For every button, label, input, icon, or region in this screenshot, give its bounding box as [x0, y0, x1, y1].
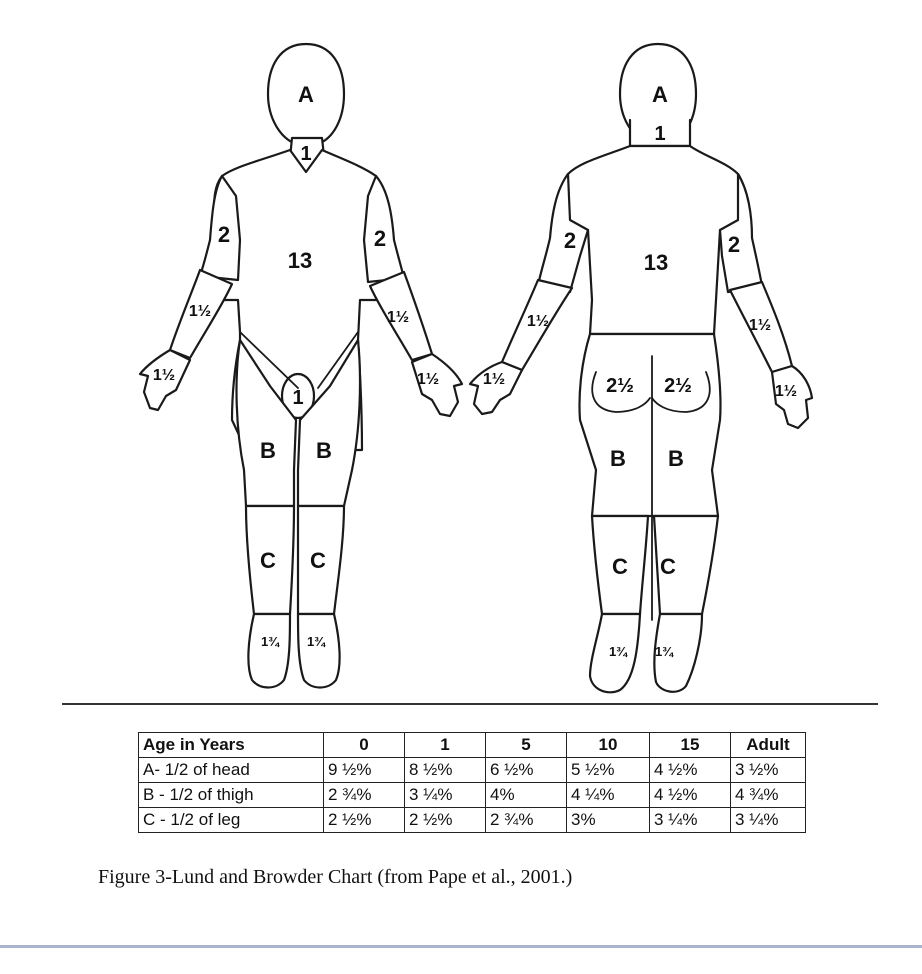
table-cell: 4 ½% — [650, 783, 731, 808]
front-label-forearm-r: 1½ — [386, 309, 410, 326]
front-label-hand-r: 1½ — [416, 371, 440, 388]
table-header-cell: 10 — [567, 733, 650, 758]
table-header-cell: 1 — [405, 733, 486, 758]
back-figure — [470, 44, 812, 692]
back-label-buttock-r: 2½ — [664, 375, 692, 397]
table-cell: 6 ½% — [486, 758, 567, 783]
table-cell: 2 ¾% — [324, 783, 405, 808]
front-foot-l — [248, 614, 290, 688]
table-cell: 4 ½% — [650, 758, 731, 783]
front-foot-r — [298, 614, 340, 688]
back-label-hand-l: 1½ — [482, 371, 506, 388]
table-cell: 4 ¼% — [567, 783, 650, 808]
back-label-forearm-l: 1½ — [526, 313, 550, 330]
front-label-leg-l: C — [260, 548, 276, 573]
table-header-cell: Adult — [731, 733, 806, 758]
front-label-foot-r: 1¾ — [306, 634, 326, 649]
back-label-hand-r: 1½ — [774, 383, 798, 400]
table-cell: 2 ½% — [405, 808, 486, 833]
back-label-leg-r: C — [660, 554, 676, 579]
front-label-trunk: 13 — [287, 248, 313, 273]
back-hips — [579, 334, 720, 516]
front-label-forearm-l: 1½ — [188, 303, 212, 320]
table-cell: 8 ½% — [405, 758, 486, 783]
front-label-neck: 1 — [300, 143, 312, 165]
back-label-neck: 1 — [654, 123, 666, 145]
table-header-cell: 0 — [324, 733, 405, 758]
table-header-cell: 15 — [650, 733, 731, 758]
back-label-foot-r: 1¾ — [654, 644, 674, 659]
table-cell: 3 ½% — [731, 758, 806, 783]
back-hand-l — [470, 362, 522, 414]
table-cell: 3 ¼% — [731, 808, 806, 833]
table-row — [139, 783, 806, 808]
back-label-upper-arm-l: 2 — [563, 228, 577, 253]
table-cell: 2 ½% — [324, 808, 405, 833]
table-cell: 4 ¾% — [731, 783, 806, 808]
front-label-hand-l: 1½ — [152, 367, 176, 384]
divider-line — [62, 703, 878, 705]
table-row — [139, 758, 806, 783]
front-label-genitalia: 1 — [292, 387, 304, 409]
back-label-thigh-l: B — [610, 446, 626, 471]
back-label-head: A — [652, 82, 668, 107]
table-cell: 9 ½% — [324, 758, 405, 783]
table-cell: 2 ¾% — [486, 808, 567, 833]
front-label-upper-arm-r: 2 — [373, 226, 387, 251]
front-figure — [140, 44, 462, 688]
back-label-trunk: 13 — [643, 250, 669, 275]
table-header-row — [139, 733, 806, 758]
front-label-foot-l: 1¾ — [260, 634, 280, 649]
back-label-foot-l: 1¾ — [608, 644, 628, 659]
front-label-leg-r: C — [310, 548, 326, 573]
front-label-head: A — [298, 82, 314, 107]
back-label-forearm-r: 1½ — [748, 317, 772, 334]
table-cell: 4% — [486, 783, 567, 808]
table-header-cell: 5 — [486, 733, 567, 758]
table-row — [139, 808, 806, 833]
table-cell: 5 ½% — [567, 758, 650, 783]
back-label-leg-l: C — [612, 554, 628, 579]
back-label-upper-arm-r: 2 — [727, 232, 741, 257]
table-cell: 3% — [567, 808, 650, 833]
bottom-border-line — [0, 945, 922, 948]
front-label-thigh-l: B — [260, 438, 276, 463]
figure-caption: Figure 3-Lund and Browder Chart (from Pape et al., 2001.) — [98, 866, 573, 888]
table-cell: A- 1/2 of head — [139, 758, 324, 783]
back-torso — [561, 146, 745, 334]
back-label-buttock-l: 2½ — [606, 375, 634, 397]
table-cell: 3 ¼% — [405, 783, 486, 808]
table-cell: B - 1/2 of thigh — [139, 783, 324, 808]
age-percentage-table — [138, 732, 806, 833]
table-cell: C - 1/2 of leg — [139, 808, 324, 833]
table-header-cell: Age in Years — [139, 733, 324, 758]
front-label-thigh-r: B — [316, 438, 332, 463]
front-label-upper-arm-l: 2 — [217, 222, 231, 247]
back-label-thigh-r: B — [668, 446, 684, 471]
table-cell: 3 ¼% — [650, 808, 731, 833]
